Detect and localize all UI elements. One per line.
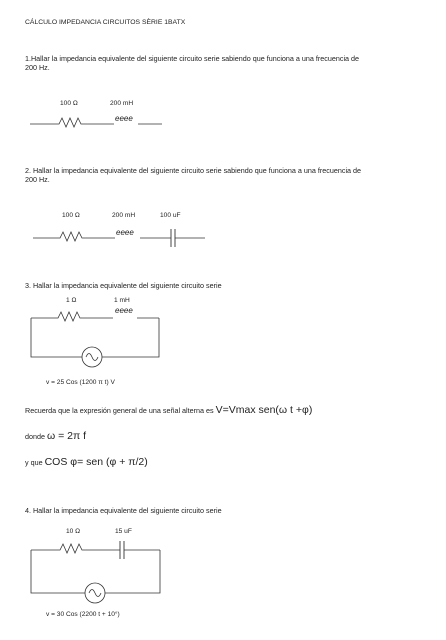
problem-4-source-equation: v = 30 Cos (2200 t + 10°) <box>46 611 120 618</box>
problem-2-statement: 2. Hallar la impedancia equivalente del siguiente circuito serie sabiendo que funciona a una frecuencia de <box>25 166 362 175</box>
problem-1-coil: eeee <box>115 114 133 123</box>
recuerda-formula: V=Vmax sen(ω t +φ) <box>215 404 313 416</box>
problem-2-resistor-label: 100 Ω <box>62 212 80 219</box>
problem-4-capacitor-label: 15 uF <box>115 528 132 535</box>
problem-3-inductor-label: 1 mH <box>114 297 130 304</box>
problem-1-resistor-label: 100 Ω <box>60 100 78 107</box>
donde-formula: ω = 2π f <box>46 430 87 442</box>
problem-4-resistor-label: 10 Ω <box>66 528 81 535</box>
yque-formula: COS φ= sen (φ + π/2) <box>44 456 148 468</box>
problem-1-statement: 1.Hallar la impedancia equivalente del siguiente circuito serie sabiendo que funciona a una frecuencia de <box>25 54 360 63</box>
problem-1-inductor-label: 200 mH <box>110 100 134 107</box>
recuerda-text: Recuerda que la expresión general de una señal alterna es <box>25 406 216 415</box>
donde-text: donde <box>25 432 47 441</box>
problem-3-resistor-label: 1 Ω <box>66 297 77 304</box>
problem-3-statement: 3. Hallar la impedancia equivalente del siguiente circuito serie <box>25 281 222 290</box>
yque-text: y que <box>25 458 45 467</box>
problem-2-inductor-label: 200 mH <box>112 212 136 219</box>
problem-3-coil: eeee <box>115 306 133 315</box>
problem-2-coil: eeee <box>116 228 134 237</box>
problem-2-capacitor-label: 100 uF <box>160 212 181 219</box>
page-title: CÁLCULO IMPEDANCIA CIRCUITOS SÈRIE 1BATX <box>25 19 186 26</box>
problem-1-statement-cont: 200 Hz. <box>25 63 50 72</box>
problem-2-statement-cont: 200 Hz. <box>25 175 50 184</box>
problem-3-source-equation: v = 25 Cos (1200 π t) V <box>46 379 115 386</box>
problem-4-statement: 4. Hallar la impedancia equivalente del siguiente circuito serie <box>25 506 222 515</box>
